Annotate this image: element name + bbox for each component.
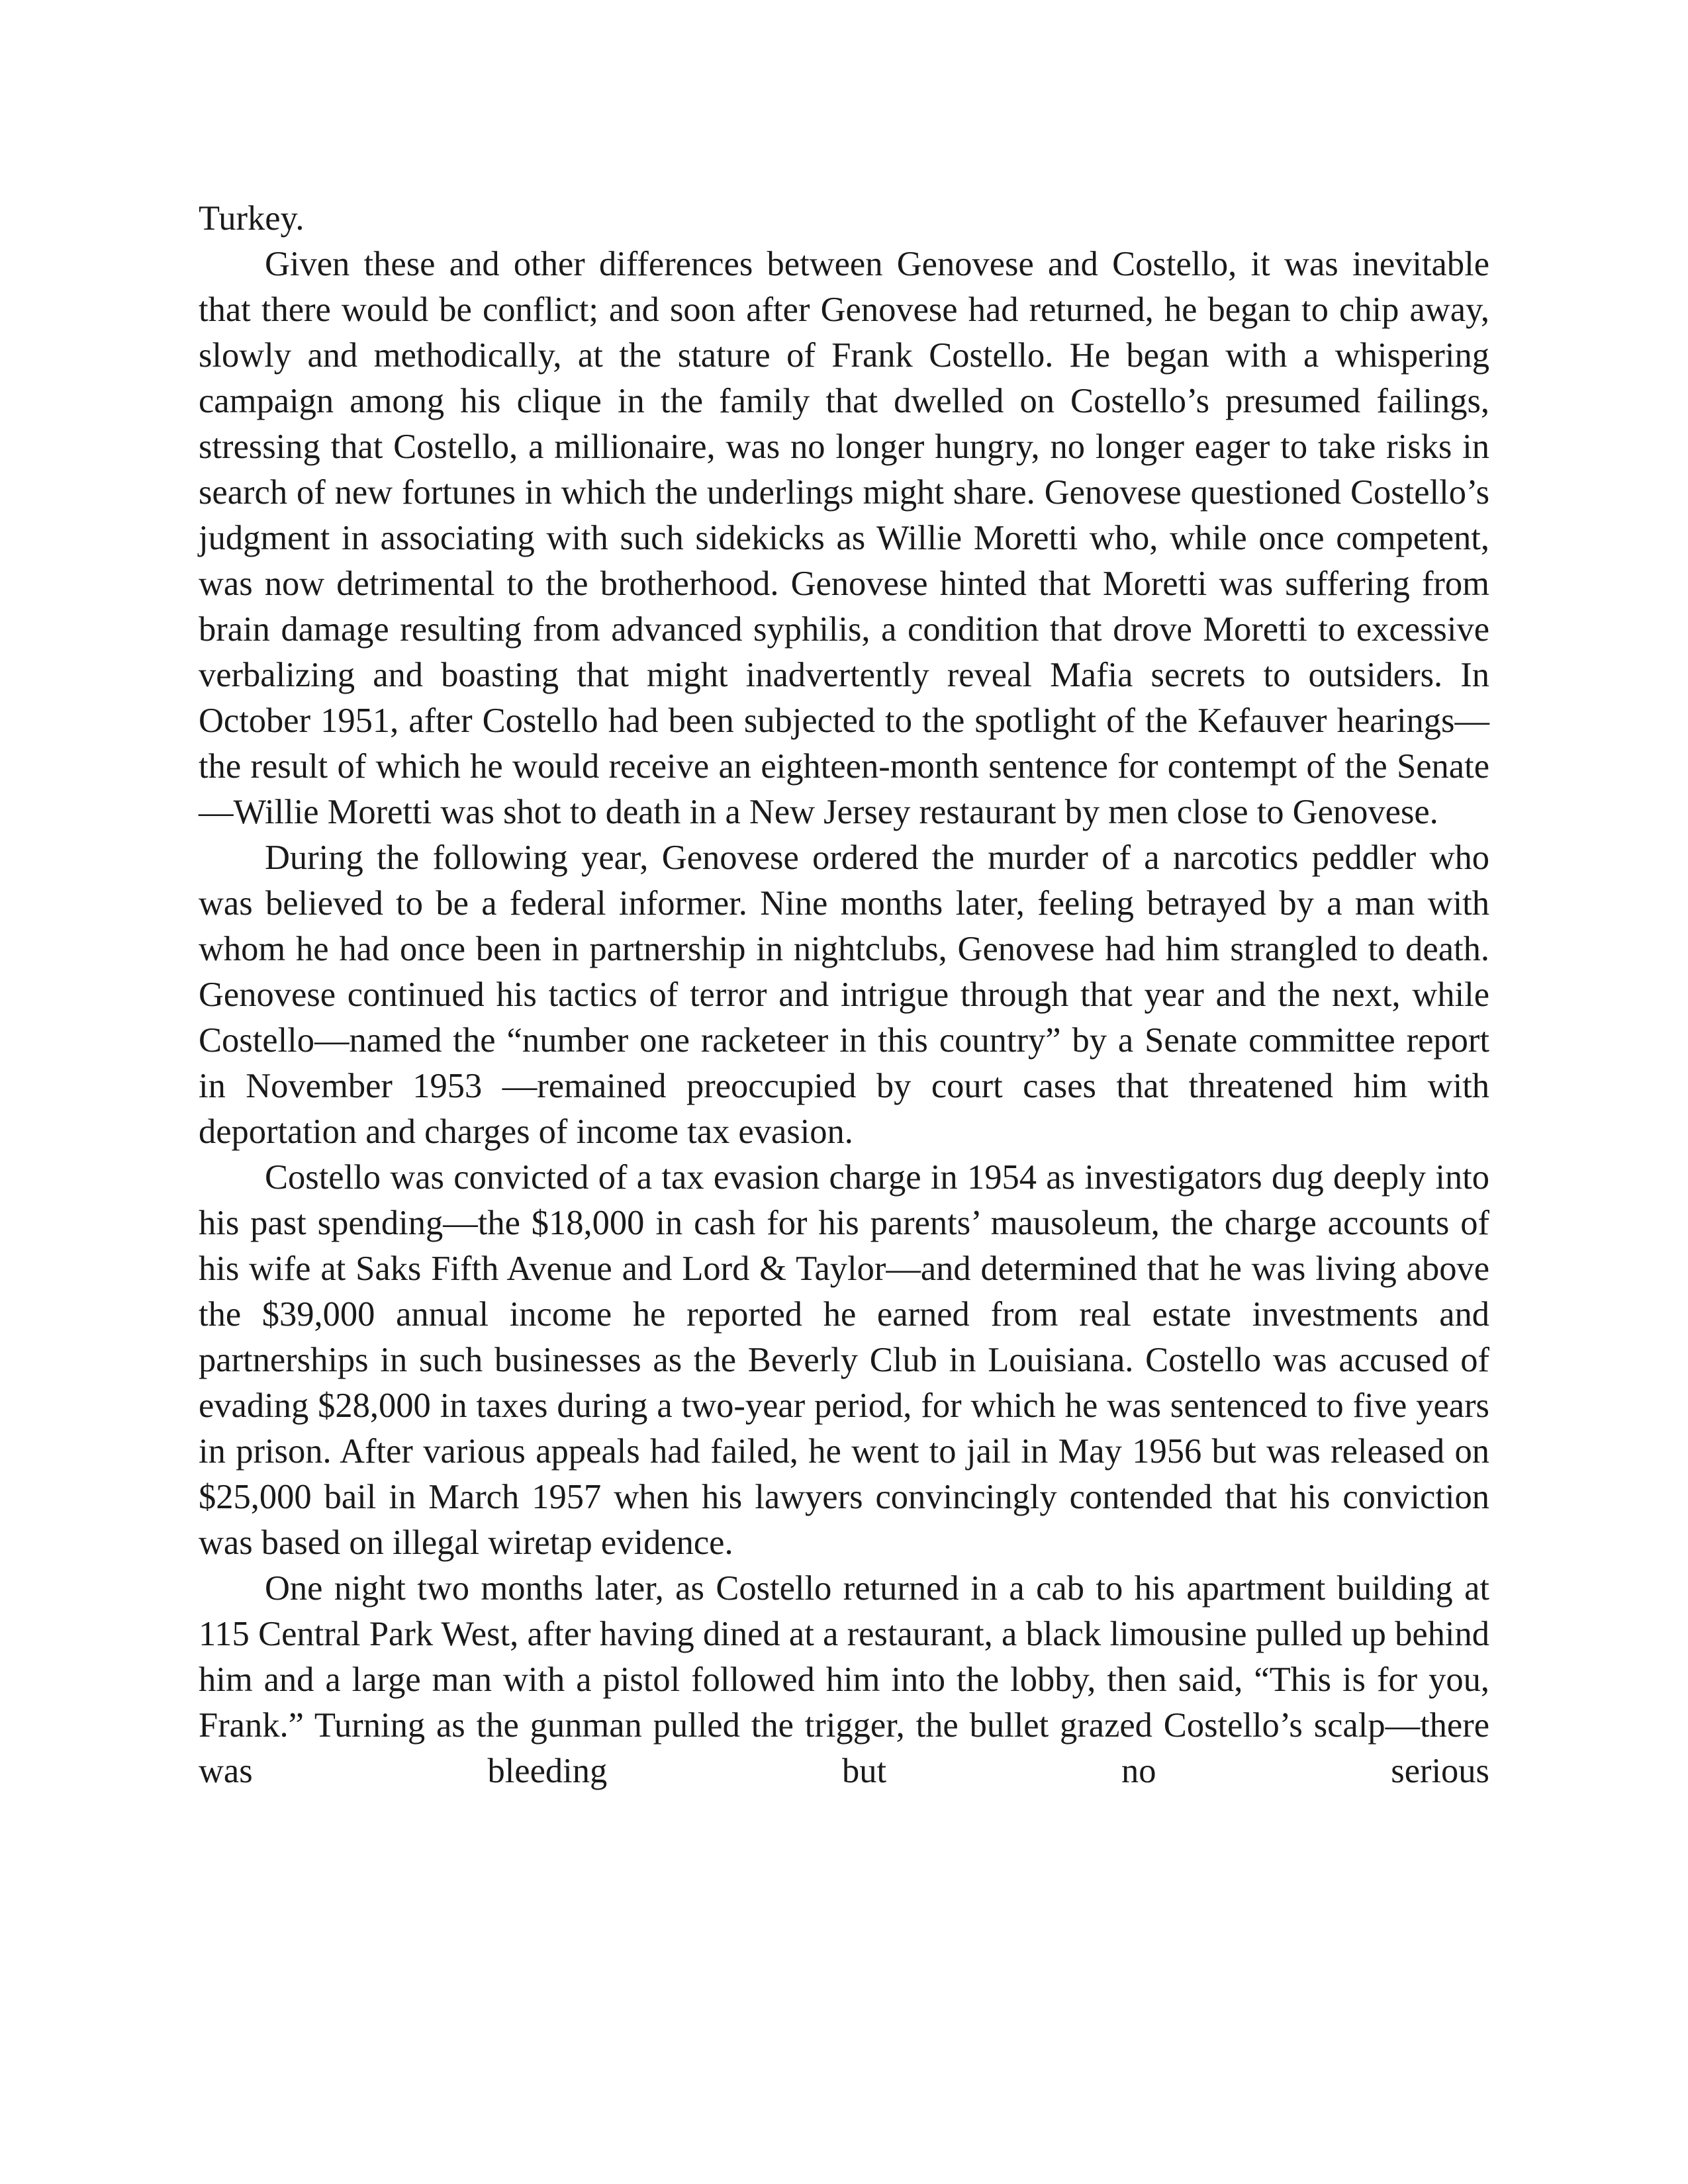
body-text xyxy=(199,196,1489,1794)
paragraph-following-year: During the following year, Genovese ordered the murder of a narcotics peddler who was believed to be a federal informer. Nine months later, feeling betrayed by a man with whom he had once been in partnership in nightclubs, Genovese had him strangled to death. Genovese continued his tactics of terror and intrigue through that year and the next, while Costello—named the “number one racketeer in this country” by a Senate committee report in November 1953 —remained preoccupied by court cases that threatened him with deportation and charges of income tax evasion. xyxy=(199,839,1489,1151)
paragraph-genovese-costello-conflict: Given these and other differences between Genovese and Costello, it was inevitable that there would be conflict; and soon after Genovese had returned, he began to chip away, slowly and methodically, at the stature of Frank Costello. He began with a whispering campaign among his clique in the family that dwelled on Costello’s presumed failings, stressing that Costello, a millionaire, was no longer hungry, no longer eager to take risks in search of new fortunes in which the underlings might share. Genovese questioned Costello’s judgment in associating with such sidekicks as Willie Moretti who, while once competent, was now detrimental to the brotherhood. Genovese hinted that Moretti was suffering from brain damage resulting from advanced syphilis, a condition that drove Moretti to excessive verbalizing and boasting that might inadvertently reveal Mafia secrets to outsiders. In October 1951, after Costello had been subjected to the spotlight of the Kefauver hearings—the result of which he would receive an eighteen-month sentence for contempt of the Senate—Willie Moretti was shot to death in a New Jersey restaurant by men close to Genovese. xyxy=(199,245,1489,831)
paragraph-tax-evasion: Costello was convicted of a tax evasion charge in 1954 as investigators dug deeply into his past spending—the $18,000 in cash for his parents’ mausoleum, the charge accounts of his wife at Saks Fifth Avenue and Lord & Taylor—and determined that he was living above the $39,000 annual income he reported he earned from real estate investments and partnerships in such businesses as the Beverly Club in Louisiana. Costello was accused of evading $28,000 in taxes during a two-year period, for which he was sentenced to five years in prison. After various appeals had failed, he went to jail in May 1956 but was released on $25,000 bail in March 1957 when his lawyers convincingly contended that his conviction was based on illegal wiretap evidence. xyxy=(199,1158,1489,1562)
paragraph-shooting: One night two months later, as Costello returned in a cab to his apartment building at 115 Central Park West, after having dined at a restaurant, a black limousine pulled up behind him and a large man with a pistol followed him into the lobby, then said, “This is for you, Frank.” Turning as the gunman pulled the trigger, the bullet grazed Costello’s scalp—there was bleeding but no serious xyxy=(199,1569,1489,1790)
paragraph-continuation: Turkey. xyxy=(199,199,305,238)
